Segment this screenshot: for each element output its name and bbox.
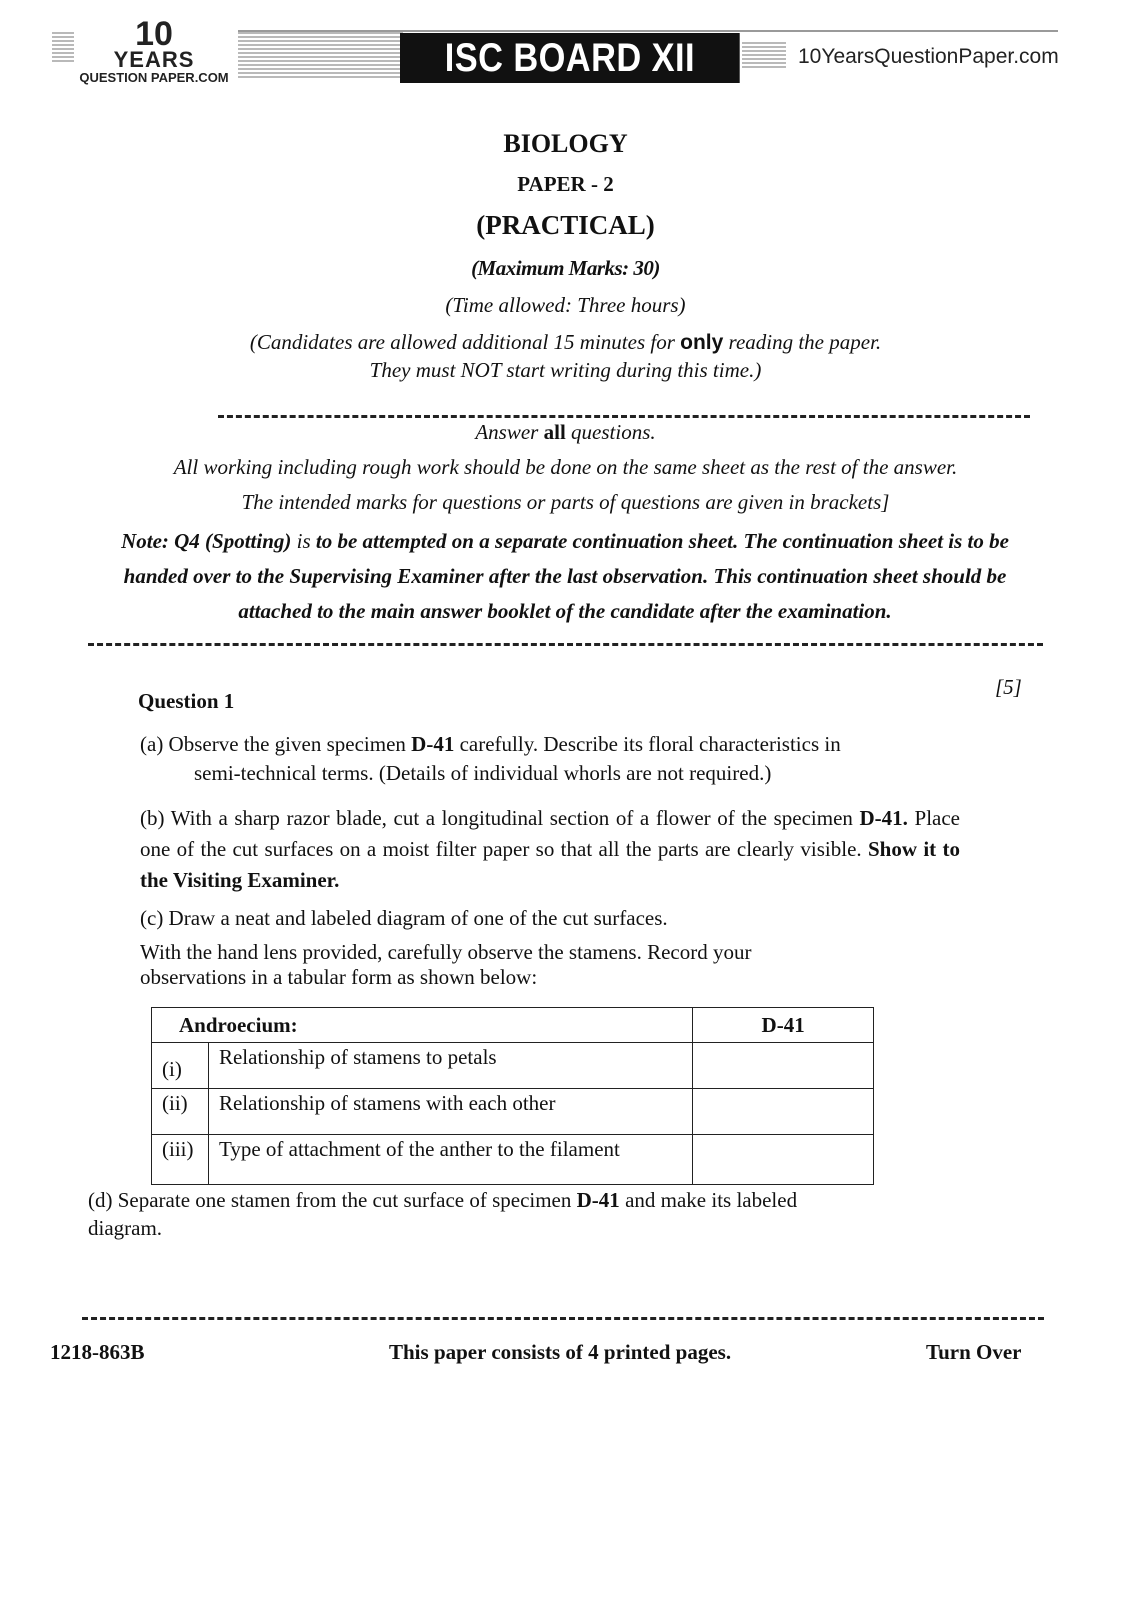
divider-dashed (82, 1317, 1044, 1320)
instruction-answer-all (0, 420, 1131, 445)
answer-text: Answer (475, 420, 544, 444)
question-part-d (88, 1186, 808, 1242)
page-header (0, 0, 1131, 100)
row-number: (i) (152, 1043, 209, 1089)
note-is: is (296, 529, 311, 553)
logo-number: 10 (135, 15, 173, 53)
row-answer-cell (693, 1043, 874, 1089)
question-part-a (140, 730, 960, 788)
observation-table (151, 1007, 874, 1185)
specimen-code: D-41 (576, 1188, 620, 1212)
row-label: Relationship of stamens to petals (208, 1043, 692, 1089)
hand-lens-instruction: With the hand lens provided, carefully observe the stamens. Record your observations in a tabular form as shown below: (140, 940, 752, 989)
row-label: Type of attachment of the anther to the filament (208, 1135, 692, 1185)
reading-time-text: (Candidates are allowed additional 15 minutes for (249, 330, 681, 354)
answer-emphasis: all (543, 420, 566, 444)
part-a-text-end: carefully. Describe its floral characteristics in (454, 732, 841, 756)
divider-dashed (218, 415, 1030, 418)
question-part-c: (c) Draw a neat and labeled diagram of one of the cut surfaces. (140, 906, 668, 930)
part-a-text: (a) Observe the given specimen (140, 732, 412, 756)
divider-dashed (88, 643, 1043, 646)
header-stripes-middle (238, 32, 403, 62)
time-allowed: (Time allowed: Three hours) (445, 293, 686, 317)
header-stripes-right (742, 42, 786, 72)
logo-site: QUESTION PAPER.COM (79, 70, 229, 85)
note-body: to be attempted on a separate continuation sheet. The continuation sheet is to be handed over to the Supervising Examiner after the last observation. This continuation sheet should be attached to the main answer booklet of the candidate after the examination. (123, 529, 1009, 623)
logo (74, 15, 234, 86)
table-row (152, 1043, 874, 1089)
website-link: 10YearsQuestionPaper.com (798, 45, 1059, 68)
question-marks: [5] (995, 675, 1022, 699)
answer-text-end: questions. (565, 420, 656, 444)
question-part-b (140, 803, 960, 896)
instruction-rough-work: All working including rough work should be done on the same sheet as the rest of the answer. (173, 455, 958, 479)
subject-title: BIOLOGY (503, 129, 628, 158)
table-header-label: Androecium: (152, 1008, 693, 1043)
specimen-code: D-41 (411, 732, 455, 756)
reading-time-emphasis: only (680, 331, 724, 354)
specimen-code: D-41. (859, 806, 908, 830)
part-b-text-mid: Place one of the cut surfaces on a moist filter paper so that all the parts are clearly visible. (140, 806, 960, 861)
paper-type: (PRACTICAL) (476, 210, 655, 240)
row-answer-cell (693, 1089, 874, 1135)
page-count: This paper consists of 4 printed pages. (389, 1340, 732, 1364)
part-d-text: (d) Separate one stamen from the cut surface of specimen (88, 1188, 577, 1212)
turn-over: Turn Over (926, 1340, 1022, 1364)
reading-time-note (0, 330, 1131, 355)
table-row (152, 1135, 874, 1185)
row-number: (ii) (152, 1089, 209, 1135)
part-a-continuation: semi-technical terms. (Details of individual whorls are not required.) (194, 761, 772, 785)
row-answer-cell (693, 1135, 874, 1185)
paper-code: 1218-863B (50, 1340, 145, 1364)
part-b-emphasis: Show it to the Visiting Examiner. (140, 837, 960, 892)
board-banner: ISC BOARD XII (400, 33, 740, 83)
instruction-marks: The intended marks for questions or parts of questions are given in brackets] (241, 490, 890, 514)
table-header-specimen: D-41 (693, 1008, 874, 1043)
question-heading: Question 1 (138, 689, 235, 713)
max-marks: (Maximum Marks: 30) (471, 256, 660, 280)
paper-number: PAPER - 2 (517, 172, 614, 196)
row-number: (iii) (152, 1135, 209, 1185)
part-b-text: (b) With a sharp razor blade, cut a longitudinal section of a flower of the specimen (140, 806, 860, 830)
logo-years: YEARS (113, 47, 195, 72)
spotting-note (100, 524, 1030, 629)
table-header-row (152, 1008, 874, 1043)
header-stripes-left (52, 32, 74, 62)
table-row (152, 1089, 874, 1135)
row-label: Relationship of stamens with each other (208, 1089, 692, 1135)
part-d-text-end: and make its labeled diagram. (88, 1188, 798, 1240)
note-lead: Note: Q4 (Spotting) (121, 529, 297, 553)
no-writing-note: They must NOT start writing during this time.) (369, 358, 762, 382)
reading-time-text-end: reading the paper. (723, 330, 882, 354)
